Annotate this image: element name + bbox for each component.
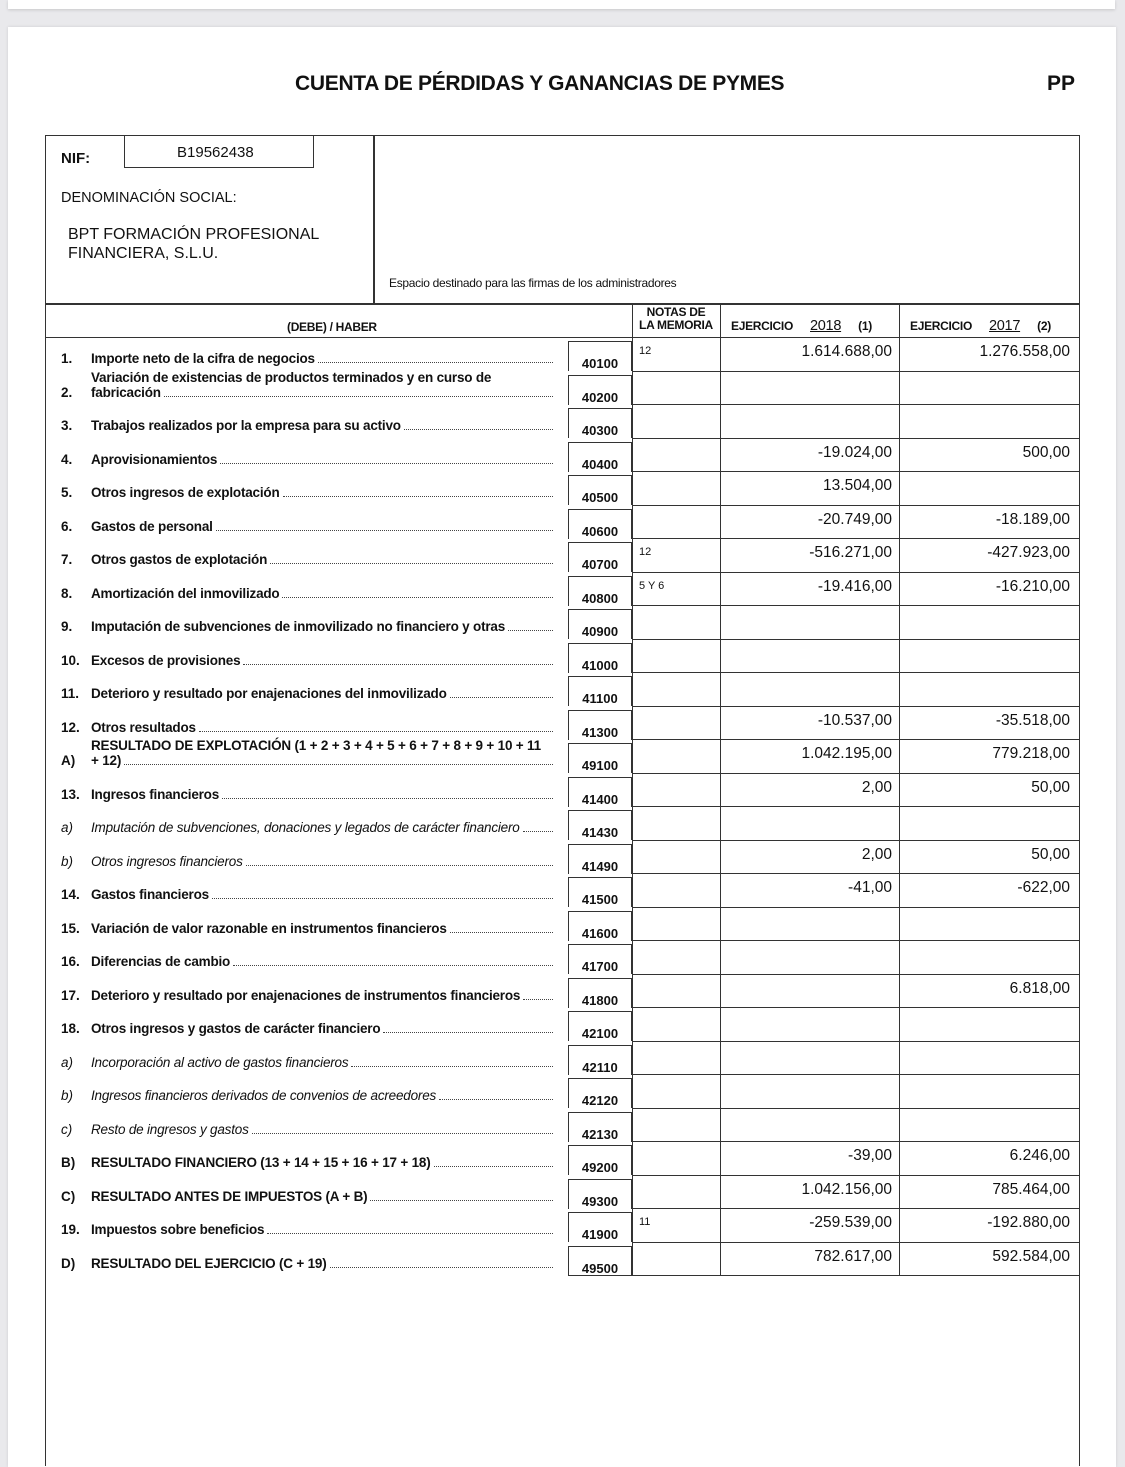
row-value-2017: 6.818,00 [1009,979,1070,997]
row-number: 8. [61,585,73,601]
previous-page-edge [8,0,1115,9]
row-value-2018: -516.271,00 [809,544,892,561]
row-value-2018: -20.749,00 [817,510,892,528]
row-number: a) [61,1054,74,1070]
row-value-2017: -16.210,00 [995,577,1070,595]
row-number: a) [61,820,74,835]
row-code: 40100 [568,341,632,371]
dotted-leader [124,764,553,765]
notas-header-line2: LA MEMORIA [639,318,713,332]
table-row [0,907,1125,941]
row-number: b) [61,853,74,869]
row-grid-line [632,1275,1080,1276]
denominacion-label: DENOMINACIÓN SOCIAL: [61,190,237,206]
table-row [0,371,1125,405]
row-value-2017: 500,00 [1022,443,1070,461]
table-row [0,1141,1125,1175]
row-number: A) [61,753,76,768]
row-label: Otros ingresos y gastos de carácter financiero [91,1021,381,1036]
row-code: 41600 [568,911,632,941]
header-divider [373,135,375,303]
row-value-2017: 785.464,00 [992,1180,1070,1198]
row-label: Diferencias de cambio [91,954,231,969]
table-row [0,538,1125,572]
row-code: 41430 [568,810,632,840]
row-number: 15. [61,920,80,936]
row-label: Excesos de provisiones [91,652,241,668]
row-label: Deterioro y resultado por enajenaciones de instrumentos financieros [91,987,521,1003]
ej2-suffix: (2) [1037,319,1051,333]
dotted-leader [199,731,553,732]
row-label: Resto de ingresos y gastos [91,1121,249,1137]
dotted-leader [164,396,553,397]
table-row [0,1041,1125,1075]
denominacion-value: BPT FORMACIÓN PROFESIONAL FINANCIERA, S.L.U. [68,226,319,262]
dotted-leader [270,563,553,564]
row-value-2017: -192.880,00 [987,1214,1070,1231]
col-sep-notas [632,303,633,337]
ej2-label: EJERCICIO [910,319,972,333]
table-row [0,1108,1125,1142]
row-number: 6. [61,518,73,534]
row-label: Amortización del inmovilizado [91,585,280,601]
dotted-leader [523,831,553,832]
debe-haber-header: (DEBE) / HABER [287,320,377,334]
dotted-leader [450,697,553,698]
header-bottom-rule [45,303,1080,305]
row-label: Impuestos sobre beneficios [91,1222,265,1237]
dotted-leader [383,1032,553,1033]
row-code: 49500 [568,1246,632,1276]
row-label: Otros resultados [91,719,196,735]
row-value-2017: -18.189,00 [995,510,1070,528]
ej2-year: 2017 [989,318,1021,334]
row-code: 41800 [568,978,632,1008]
row-value-2018: 1.042.156,00 [801,1180,892,1198]
row-label: Imputación de subvenciones, donaciones y legados de carácter financiero [91,820,520,835]
row-value-2018: -39,00 [848,1147,892,1164]
dotted-leader [404,429,553,430]
row-code: 41500 [568,877,632,907]
row-number: D) [61,1255,76,1271]
dotted-leader [246,865,553,866]
row-label: Incorporación al activo de gastos financieros [91,1054,349,1070]
dotted-leader [318,362,553,363]
row-number: B) [61,1155,76,1170]
row-label: Otros gastos de explotación [91,552,268,567]
row-code: 42110 [568,1045,632,1075]
table-row [0,940,1125,974]
row-code: 41100 [568,676,632,706]
row-label: Otros ingresos de explotación [91,485,280,500]
table-row [0,471,1125,505]
dotted-leader [252,1133,553,1134]
table-row [0,505,1125,539]
dotted-leader [220,463,553,464]
row-number: 2. [61,384,73,400]
table-row [0,438,1125,472]
row-code: 40600 [568,509,632,539]
row-label: Imputación de subvenciones de inmovilizado no financiero y otras [91,619,506,634]
row-value-2017: 50,00 [1031,778,1070,796]
row-note: 12 [639,546,652,558]
row-code: 41000 [568,643,632,673]
row-number: 12. [61,719,80,735]
nif-value: B19562438 [124,136,314,168]
ej1-suffix: (1) [858,319,872,333]
row-value-2018: -41,00 [848,879,892,896]
dotted-leader [233,965,553,966]
table-row [0,1007,1125,1041]
row-code: 49100 [568,743,632,773]
row-number: 16. [61,954,80,969]
row-label: RESULTADO DE EXPLOTACIÓN (1 + 2 + 3 + 4 + 5 + 6 + 7 + 8 + 9 + 10 + 11 + 12) [91,738,541,768]
row-number: 3. [61,418,73,433]
row-label: RESULTADO FINANCIERO (13 + 14 + 15 + 16 + 17 + 18) [91,1155,431,1170]
row-value-2017: 779.218,00 [992,745,1070,762]
notas-memoria-header [633,306,719,332]
ejercicio-2017-header [910,318,1051,334]
table-row [0,840,1125,874]
signature-space-caption: Espacio destinado para las firmas de los administradores [389,276,677,290]
row-value-2017: 50,00 [1031,845,1070,863]
row-number: 17. [61,987,80,1003]
row-value-2017: 1.276.558,00 [979,343,1070,360]
table-row [0,337,1125,371]
table-row [0,639,1125,673]
row-label: Ingresos financieros derivados de convenios de acreedores [91,1088,437,1103]
row-value-2018: 1.042.195,00 [801,745,892,762]
col-sep-ej1 [720,303,721,337]
row-number: 11. [61,686,80,701]
row-label: RESULTADO ANTES DE IMPUESTOS (A + B) [91,1188,368,1204]
row-code: 40700 [568,542,632,572]
row-note: 12 [639,345,652,357]
ej1-year: 2018 [810,318,842,334]
table-row [0,572,1125,606]
row-code: 41900 [568,1212,632,1242]
row-label: Otros ingresos financieros [91,853,243,869]
ejercicio-2018-header [731,318,872,334]
row-code: 41700 [568,944,632,974]
form-code: PP [1047,72,1076,95]
row-label: Gastos de personal [91,518,213,534]
row-value-2018: 13.504,00 [823,477,892,494]
row-value-2017: -622,00 [1017,879,1070,896]
row-number: 4. [61,451,73,467]
row-number: 7. [61,552,73,567]
row-code: 41490 [568,844,632,874]
row-code: 40500 [568,475,632,505]
dotted-leader [222,798,553,799]
row-label: Aprovisionamientos [91,451,218,467]
row-label: Importe neto de la cifra de negocios [91,351,315,366]
dotted-leader [439,1099,553,1100]
table-row [0,605,1125,639]
ej1-label: EJERCICIO [731,319,793,333]
row-number: 13. [61,786,80,802]
table-row [0,739,1125,773]
row-number: 10. [61,652,80,668]
row-number: C) [61,1188,76,1204]
table-row [0,806,1125,840]
dotted-leader [351,1066,553,1067]
row-code: 40800 [568,576,632,606]
row-code: 49200 [568,1145,632,1175]
table-row [0,873,1125,907]
row-code: 41300 [568,710,632,740]
row-label: Gastos financieros [91,887,209,902]
row-label: Deterioro y resultado por enajenaciones del inmovilizado [91,686,447,701]
row-value-2017: -35.518,00 [995,711,1070,729]
row-number: 19. [61,1222,80,1237]
row-label: Variación de existencias de productos terminados y en curso de fabricación [91,369,492,400]
dotted-leader [243,664,553,665]
row-value-2018: -19.416,00 [817,577,892,595]
table-row [0,1242,1125,1276]
row-code: 42100 [568,1011,632,1041]
dotted-leader [450,932,553,933]
row-note: 5 Y 6 [639,579,665,592]
table-row [0,974,1125,1008]
row-number: 1. [61,351,73,366]
row-value-2017: 592.584,00 [992,1247,1070,1265]
dotted-leader [434,1166,553,1167]
row-value-2018: 2,00 [861,778,892,796]
row-code: 40400 [568,442,632,472]
row-label: RESULTADO DEL EJERCICIO (C + 19) [91,1255,327,1271]
row-number: 5. [61,485,73,500]
dotted-leader [330,1267,553,1268]
col-sep-ej2 [899,303,900,337]
row-code: 49300 [568,1179,632,1209]
row-number: b) [61,1088,74,1103]
row-value-2018: -19.024,00 [817,443,892,461]
notas-header-line1: NOTAS DE [646,305,706,319]
row-label: Variación de valor razonable en instrumentos financieros [91,920,447,936]
dotted-leader [523,999,553,1000]
document-title: CUENTA DE PÉRDIDAS Y GANANCIAS DE PYMES [295,72,785,95]
dotted-leader [508,630,553,631]
row-value-2018: -259.539,00 [809,1214,892,1231]
row-code: 41400 [568,777,632,807]
row-number: 18. [61,1021,80,1036]
row-value-2018: 2,00 [861,845,892,863]
table-row [0,672,1125,706]
row-code: 40200 [568,375,632,405]
row-code: 40300 [568,408,632,438]
table-row [0,1175,1125,1209]
row-value-2017: -427.923,00 [987,544,1070,561]
row-label: Ingresos financieros [91,786,220,802]
row-number: c) [61,1121,73,1137]
row-code: 40900 [568,609,632,639]
row-code: 42120 [568,1078,632,1108]
table-row [0,773,1125,807]
row-value-2017: 6.246,00 [1009,1147,1070,1164]
dotted-leader [216,530,553,531]
row-value-2018: 1.614.688,00 [801,343,892,360]
row-label: Trabajos realizados por la empresa para su activo [91,418,401,433]
row-value-2018: -10.537,00 [817,711,892,729]
dotted-leader [370,1200,553,1201]
table-row [0,1074,1125,1108]
row-code: 42130 [568,1112,632,1142]
table-row [0,404,1125,438]
dotted-leader [282,597,553,598]
dotted-leader [267,1233,553,1234]
row-value-2018: 782.617,00 [814,1247,892,1265]
table-row [0,1208,1125,1242]
nif-label: NIF: [61,150,91,167]
table-row [0,706,1125,740]
row-note: 11 [639,1216,651,1228]
dotted-leader [283,496,554,497]
row-number: 9. [61,619,73,634]
dotted-leader [212,898,553,899]
row-number: 14. [61,887,80,902]
